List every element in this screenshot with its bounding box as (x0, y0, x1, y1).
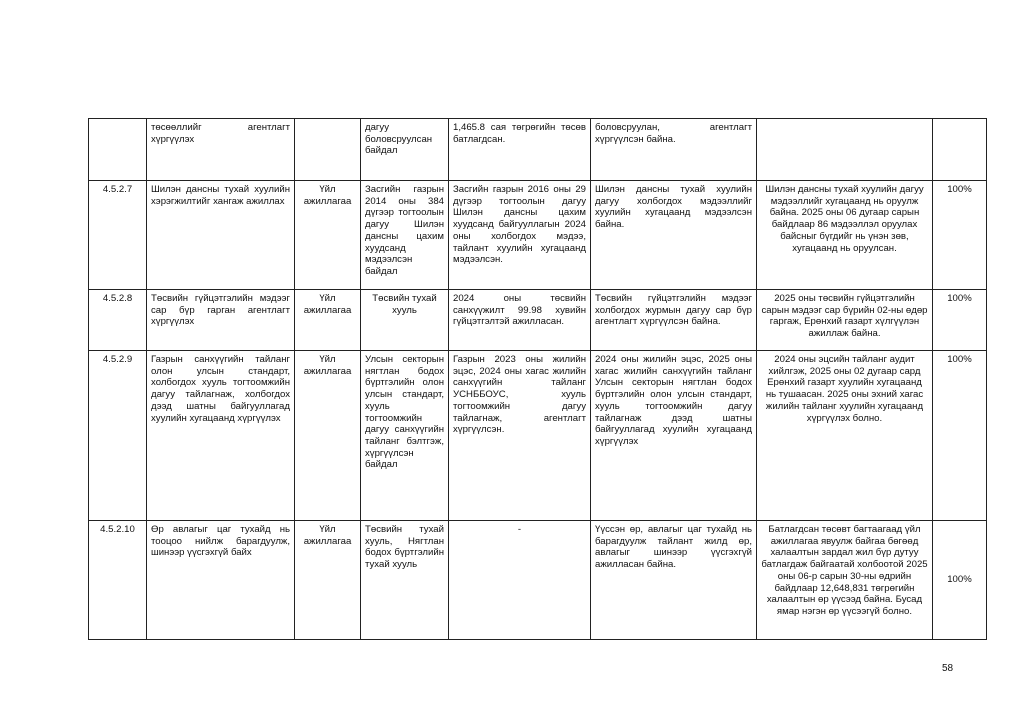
baseline-cell: 2024 оны төсвийн санхүүжилт 99.98 хувийн гүйцэтгэлтэй ажилласан. (449, 290, 591, 351)
unit-cell: Үйл ажиллагаа (295, 521, 361, 640)
page-number: 58 (942, 663, 954, 674)
evaluation-cell: 2025 оны төсвийн гүйцэтгэлийн сарын мэдээг сар бүрийн 02-ны өдөр гаргаж, Ерөнхий газарт хүлгүүлэн ажиллаж байна. (757, 290, 933, 351)
plan-implementation-table (88, 118, 987, 640)
measure-cell: Төсвийн тухай хууль (361, 290, 449, 351)
progress-cell: Үүссэн өр, авлагыг цаг тухайд нь барагдуулж тайлант жилд өр, авлагыг шинээр үүсгэхгүй ажилласан байна. (591, 521, 757, 640)
table-row (89, 290, 987, 351)
progress-cell: Төсвийн гүйцэтгэлийн мэдээг холбогдох журмын дагуу сар бүр агентлагт хүргүүлсэн байна. (591, 290, 757, 351)
baseline-cell: - (449, 521, 591, 640)
baseline-cell: 1,465.8 сая төгрөгийн төсөв батлагдсан. (449, 119, 591, 181)
percent-cell (933, 119, 987, 181)
progress-cell: 2024 оны жилийн эцэс, 2025 оны хагас жилийн санхүүгийн тайланг Улсын секторын нягтлан бодох бүртгэлийн олон улсын стандарт, хууль тогтоомжийн дагуу тайлагнаж дээд шатны байгууллагад хуулийн хугацаанд хүргүүлэх (591, 351, 757, 521)
measure-cell: Улсын секторын нягтлан бодох бүртгэлийн олон улсын стандарт, хууль тогтоомжийн дагуу санхүүгийн тайланг бэлтгэж, хүргүүлсэн байдал (361, 351, 449, 521)
baseline-cell: Газрын 2023 оны жилийн эцэс, 2024 оны хагас жилийн санхүүгийн тайланг УСНББОУС, хууль тогтоомжийн дагуу тайлагнаж, агентлагт хүргүүлсэн. (449, 351, 591, 521)
table-row (89, 119, 987, 181)
table-row (89, 181, 987, 290)
percent-cell: 100% (933, 181, 987, 290)
task-cell: Өр авлагыг цаг тухайд нь тооцоо нийлж барагдуулж, шинээр үүсгэхгүй байх (147, 521, 295, 640)
evaluation-cell (757, 119, 933, 181)
evaluation-cell: 2024 оны эцсийн тайланг аудит хийлгэж, 2025 оны 02 дугаар сард Ерөнхий газарт хуулийн хугацаанд нь тушаасан. 2025 оны эхний хагас жилийн тайланг хуулийн хугацаанд хүргүүлэх болно. (757, 351, 933, 521)
row-code (89, 119, 147, 181)
percent-cell: 100% (933, 351, 987, 521)
unit-cell: Үйл ажиллагаа (295, 290, 361, 351)
measure-cell: Төсвийн тухай хууль, Нягтлан бодох бүртгэлийн тухай хууль (361, 521, 449, 640)
evaluation-cell: Батлагдсан төсөвт багтаагаад үйл ажиллагаа явуулж байгаа бөгөөд халаалтын зардал жил бүр дутуу батлагдаж байгаатай холбоотой 2025 оны 06-р сарын 30-ны өдрийн байдлаар 12,648,831 төгрөгийн халаалтын өр үүсээд байна. Бусад ямар нэгэн өр үүсээгүй болно. (757, 521, 933, 640)
task-cell: Газрын санхүүгийн тайланг олон улсын стандарт, холбогдох хууль тогтоомжийн дагуу тайлагнаж, холбогдох дээд шатны байгууллагад хуулийн хугацаанд хүргүүлэх (147, 351, 295, 521)
task-cell: Шилэн дансны тухай хуулийн хэрэгжилтийг хангаж ажиллах (147, 181, 295, 290)
evaluation-cell: Шилэн дансны тухай хуулийн дагуу мэдээллийг хугацаанд нь оруулж байна. 2025 оны 06 дугаар сарын байдлаар 86 мэдээллэл оруулах байсныг бүгдийг нь үнэн зөв, хугацаанд нь оруулсан. (757, 181, 933, 290)
progress-cell: боловсруулан, агентлагт хүргүүлсэн байна. (591, 119, 757, 181)
task-cell: Төсвийн гүйцэтгэлийн мэдээг сар бүр гарган агентлагт хүргүүлэх (147, 290, 295, 351)
table-row (89, 351, 987, 521)
table-row (89, 521, 987, 640)
row-code: 4.5.2.10 (89, 521, 147, 640)
percent-cell: 100% (933, 290, 987, 351)
task-cell: төсөөллийг агентлагт хүргүүлэх (147, 119, 295, 181)
measure-cell: дагуу боловсруулсан байдал (361, 119, 449, 181)
progress-cell: Шилэн дансны тухай хуулийн дагуу холбогдох мэдээллийг хуулийн хугацаанд мэдээлсэн байна. (591, 181, 757, 290)
unit-cell: Үйл ажиллагаа (295, 181, 361, 290)
measure-cell: Засгийн газрын 2014 оны 384 дүгээр тогтоолын дагуу Шилэн дансны цахим хуудсанд мэдээлсэн байдал (361, 181, 449, 290)
row-code: 4.5.2.7 (89, 181, 147, 290)
row-code: 4.5.2.9 (89, 351, 147, 521)
unit-cell: Үйл ажиллагаа (295, 351, 361, 521)
row-code: 4.5.2.8 (89, 290, 147, 351)
baseline-cell: Засгийн газрын 2016 оны 29 дүгээр тогтоолын дагуу Шилэн дансны цахим хуудсанд байгууллагын 2024 оны холбогдох мэдээ, тайлант хуулийн хугацаанд мэдээлсэн. (449, 181, 591, 290)
percent-cell: 100% (933, 521, 987, 640)
unit-cell (295, 119, 361, 181)
